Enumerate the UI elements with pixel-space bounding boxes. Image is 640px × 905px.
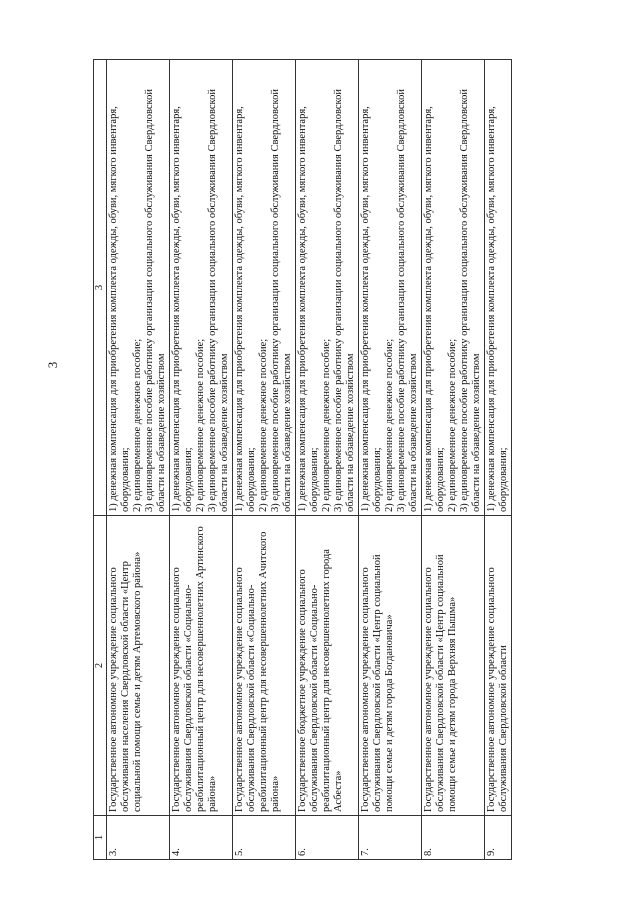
row-number: 3.: [107, 816, 170, 860]
organization-name: Государственное автономное учреждение социального обслуживания населения Свердловской области «Центр социальной помощи семье и детям Артемовского района»: [107, 516, 170, 816]
row-number: 5.: [233, 816, 296, 860]
page-number: 3: [45, 361, 60, 369]
support-measures: [485, 60, 512, 516]
organization-name: Государственное автономное учреждение социального обслуживания Свердловской области «Социально-реабилитационный центр для несовершеннолетних Ачитского района»: [233, 516, 296, 816]
support-measures: [422, 60, 485, 516]
header-col-2: 2: [94, 516, 107, 816]
table-body: [107, 60, 512, 860]
table-row: [233, 60, 296, 860]
organization-name: Государственное бюджетное учреждение социального обслуживания Свердловской области «Социально-реабилитационный центр для несовершеннолетних города Асбеста»: [296, 516, 359, 816]
organization-name: Государственное автономное учреждение социального обслуживания Свердловской области: [485, 516, 512, 816]
rotated-table: [93, 60, 597, 860]
measure-item: 2) единовременное денежное пособие;: [258, 338, 269, 512]
header-col-3: 3: [94, 60, 107, 516]
organization-name: Государственное автономное учреждение социального обслуживания Свердловской области «Центр социальной помощи семье и детям города Верхняя Пышма»: [422, 516, 485, 816]
measure-item: 2) единовременное денежное пособие;: [384, 338, 395, 512]
measure-item: 1) денежная компенсация для приобретения комплекта одежды, обуви, мягкого инвентаря, оборудования;: [486, 106, 509, 512]
table-row: [485, 60, 512, 860]
table-row: [359, 60, 422, 860]
measure-item: 1) денежная компенсация для приобретения комплекта одежды, обуви, мягкого инвентаря, оборудования;: [360, 106, 383, 512]
measure-item: 3) единовременное пособие работнику организации социального обслуживания Свердловской области на обзаведение хозяйством: [396, 89, 419, 512]
support-measures: [296, 60, 359, 516]
measure-item: 2) единовременное денежное пособие;: [195, 338, 206, 512]
measure-item: 3) единовременное пособие работнику организации социального обслуживания Свердловской области на обзаведение хозяйством: [459, 89, 482, 512]
table-header-row: [94, 60, 107, 860]
measure-item: 1) денежная компенсация для приобретения комплекта одежды, обуви, мягкого инвентаря, оборудования;: [423, 106, 446, 512]
measure-item: 3) единовременное пособие работнику организации социального обслуживания Свердловской области на обзаведение хозяйством: [270, 89, 293, 512]
measure-item: 3) единовременное пособие работнику организации социального обслуживания Свердловской области на обзаведение хозяйством: [207, 89, 230, 512]
row-number: 8.: [422, 816, 485, 860]
measure-item: 2) единовременное денежное пособие;: [321, 338, 332, 512]
measure-item: 3) единовременное пособие работнику организации социального обслуживания Свердловской области на обзаведение хозяйством: [144, 89, 167, 512]
support-measures: [170, 60, 233, 516]
rotated-table-container: [93, 60, 597, 860]
organization-name: Государственное автономное учреждение социального обслуживания Свердловской области «Центр социальной помощи семье и детям города Богдановича»: [359, 516, 422, 816]
table-row: [107, 60, 170, 860]
table-row: [296, 60, 359, 860]
header-col-1: 1: [94, 816, 107, 860]
row-number: 7.: [359, 816, 422, 860]
organization-name: Государственное автономное учреждение социального обслуживания Свердловской области «Социально-реабилитационный центр для несовершеннолетних Артинского района»: [170, 516, 233, 816]
measure-item: 1) денежная компенсация для приобретения комплекта одежды, обуви, мягкого инвентаря, оборудования;: [171, 106, 194, 512]
table-row: [422, 60, 485, 860]
row-number: 4.: [170, 816, 233, 860]
measure-item: 1) денежная компенсация для приобретения комплекта одежды, обуви, мягкого инвентаря, оборудования;: [234, 106, 257, 512]
row-number: 9.: [485, 816, 512, 860]
table-row: [170, 60, 233, 860]
measure-item: 1) денежная компенсация для приобретения комплекта одежды, обуви, мягкого инвентаря, оборудования;: [108, 106, 131, 512]
measure-item: 1) денежная компенсация для приобретения комплекта одежды, обуви, мягкого инвентаря, оборудования;: [297, 106, 320, 512]
support-measures: [233, 60, 296, 516]
support-measures: [107, 60, 170, 516]
row-number: 6.: [296, 816, 359, 860]
support-measures: [359, 60, 422, 516]
measure-item: 3) единовременное пособие работнику организации социального обслуживания Свердловской области на обзаведение хозяйством: [333, 89, 356, 512]
measure-item: 2) единовременное денежное пособие;: [447, 338, 458, 512]
measures-table: [93, 59, 512, 860]
measure-item: 2) единовременное денежное пособие;: [132, 338, 143, 512]
